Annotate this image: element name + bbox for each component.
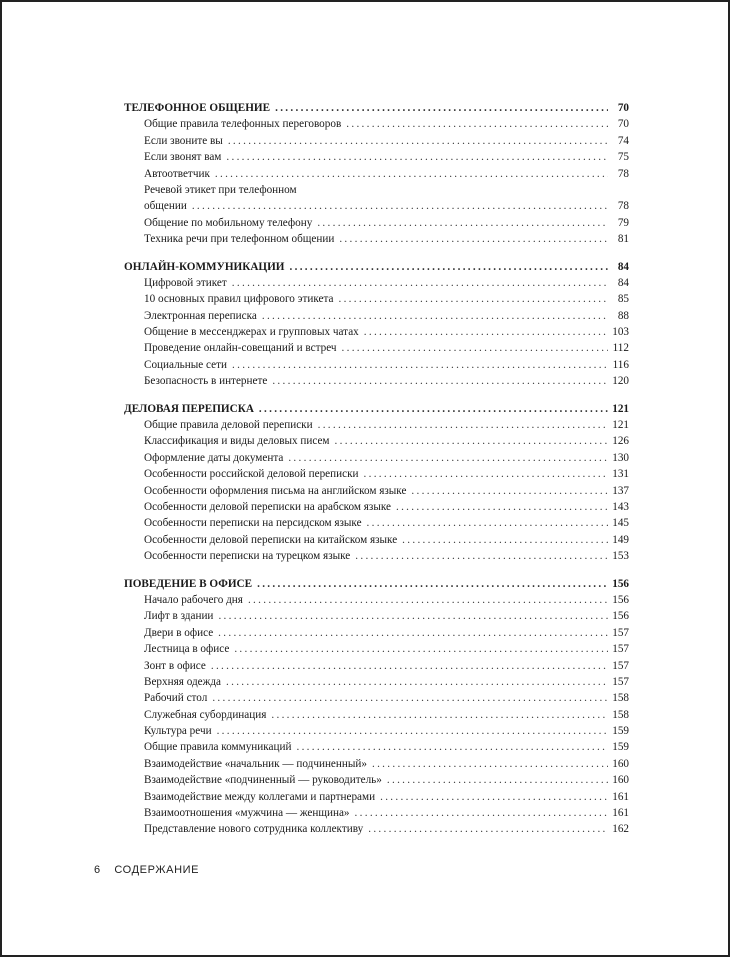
dot-leader — [317, 215, 608, 231]
dot-leader — [257, 576, 608, 592]
toc-entry-page: 130 — [612, 451, 629, 464]
toc-entry-page: 161 — [612, 790, 629, 803]
dot-leader — [346, 116, 608, 132]
toc-entry-page: 81 — [617, 233, 629, 246]
toc-entry — [124, 772, 629, 788]
dot-leader — [355, 805, 608, 821]
section-heading — [124, 576, 629, 592]
toc-entry-label: Лестница в офисе — [144, 643, 230, 656]
toc-entry — [124, 324, 629, 340]
toc-section — [124, 401, 629, 565]
table-of-contents — [124, 100, 629, 849]
toc-entry — [124, 805, 629, 821]
dot-leader — [387, 772, 608, 788]
toc-entry — [124, 182, 629, 198]
dot-leader — [272, 373, 608, 389]
toc-entry — [124, 275, 629, 291]
toc-entry-page: 84 — [617, 276, 629, 289]
dot-leader — [342, 340, 608, 356]
toc-entry-page: 160 — [612, 774, 629, 787]
toc-entry-label: Культура речи — [144, 725, 212, 738]
toc-entry-page: 156 — [612, 593, 629, 606]
toc-entry-page: 149 — [612, 533, 629, 546]
toc-entry-label: Взаимодействие «подчиненный — руководитель» — [144, 774, 382, 787]
toc-entry-page: 78 — [617, 167, 629, 180]
toc-section — [124, 576, 629, 838]
dot-leader — [218, 625, 608, 641]
dot-leader — [232, 357, 608, 373]
section-heading-page: 156 — [612, 577, 629, 590]
section-heading-label: ДЕЛОВАЯ ПЕРЕПИСКА — [124, 402, 254, 415]
dot-leader — [338, 291, 608, 307]
toc-entry-label: Начало рабочего дня — [144, 593, 243, 606]
toc-entry — [124, 548, 629, 564]
toc-entry — [124, 515, 629, 531]
toc-entry-label: Рабочий стол — [144, 692, 208, 705]
toc-entry — [124, 483, 629, 499]
toc-entry — [124, 592, 629, 608]
dot-leader — [211, 658, 608, 674]
toc-entry-page: 160 — [612, 757, 629, 770]
dot-leader — [335, 433, 608, 449]
dot-leader — [339, 231, 608, 247]
toc-entry-label: Общение в мессенджерах и групповых чатах — [144, 326, 359, 339]
toc-entry — [124, 166, 629, 182]
dot-leader — [411, 483, 608, 499]
toc-entry-label: Техника речи при телефонном общении — [144, 233, 335, 246]
section-heading — [124, 100, 629, 116]
toc-entry — [124, 690, 629, 706]
toc-entry-page: 126 — [612, 435, 629, 448]
toc-entry-page: 137 — [612, 484, 629, 497]
toc-entry-page: 103 — [612, 326, 629, 339]
toc-entry — [124, 723, 629, 739]
toc-entry-page: 116 — [612, 358, 629, 371]
toc-entry — [124, 674, 629, 690]
toc-entry-label: Общие правила коммуникаций — [144, 741, 292, 754]
toc-entry-label: Лифт в здании — [144, 610, 214, 623]
toc-entry — [124, 450, 629, 466]
toc-entry-label: Общение по мобильному телефону — [144, 216, 313, 229]
toc-entry-page: 112 — [612, 342, 629, 355]
toc-entry — [124, 433, 629, 449]
toc-entry-label: Общие правила деловой переписки — [144, 419, 313, 432]
toc-entry-page: 157 — [612, 675, 629, 688]
dot-leader — [380, 789, 608, 805]
toc-entry — [124, 756, 629, 772]
toc-entry-label: общении — [144, 200, 187, 213]
dot-leader — [355, 548, 608, 564]
dot-leader — [275, 100, 608, 116]
toc-entry-label: Социальные сети — [144, 358, 227, 371]
dot-leader — [228, 133, 608, 149]
dot-leader — [364, 324, 608, 340]
toc-entry-label: Особенности российской деловой переписки — [144, 468, 359, 481]
dot-leader — [234, 641, 608, 657]
toc-entry-label: Если звонят вам — [144, 151, 222, 164]
toc-entry-label: Двери в офисе — [144, 626, 214, 639]
dot-leader — [364, 466, 608, 482]
dot-leader — [396, 499, 608, 515]
toc-entry-label: Безопасность в интернете — [144, 375, 268, 388]
toc-entry — [124, 291, 629, 307]
dot-leader — [212, 690, 608, 706]
toc-entry-label: Особенности переписки на персидском языке — [144, 517, 362, 530]
section-heading-label: ОНЛАЙН-КОММУНИКАЦИИ — [124, 260, 285, 273]
toc-entry-page: 159 — [612, 741, 629, 754]
toc-entry-label: Особенности деловой переписки на китайском языке — [144, 533, 398, 546]
toc-entry-page: 78 — [617, 200, 629, 213]
toc-entry-page: 153 — [612, 550, 629, 563]
toc-entry-label: Цифровой этикет — [144, 276, 227, 289]
section-heading-label: ТЕЛЕФОННОЕ ОБЩЕНИЕ — [124, 102, 271, 114]
section-heading-page: 84 — [617, 260, 629, 273]
section-heading-label: ПОВЕДЕНИЕ В ОФИСЕ — [124, 577, 253, 590]
toc-entry — [124, 231, 629, 247]
section-heading-page: 121 — [612, 402, 629, 415]
section-heading-page: 70 — [617, 102, 629, 114]
toc-entry-page: 121 — [612, 419, 629, 432]
toc-entry-page: 88 — [617, 309, 629, 322]
toc-entry-page: 79 — [617, 216, 629, 229]
toc-entry-page: 157 — [612, 626, 629, 639]
toc-entry — [124, 373, 629, 389]
toc-entry — [124, 340, 629, 356]
toc-entry-page: 143 — [612, 500, 629, 513]
dot-leader — [368, 821, 608, 837]
toc-entry-page: 159 — [612, 725, 629, 738]
toc-entry — [124, 821, 629, 837]
dot-leader — [372, 756, 608, 772]
toc-entry-label: Автоответчик — [144, 167, 210, 180]
toc-entry — [124, 789, 629, 805]
dot-leader — [215, 166, 608, 182]
toc-entry-label: Оформление даты документа — [144, 451, 284, 464]
toc-entry — [124, 133, 629, 149]
toc-entry-label: Взаимодействие «начальник — подчиненный» — [144, 757, 367, 770]
toc-entry — [124, 198, 629, 214]
running-title: СОДЕРЖАНИЕ — [114, 864, 200, 876]
dot-leader — [262, 308, 608, 324]
toc-entry-label: Взаимоотношения «мужчина — женщина» — [144, 807, 350, 820]
toc-entry-label: Служебная субординация — [144, 708, 267, 721]
toc-entry-label: Зонт в офисе — [144, 659, 206, 672]
toc-entry — [124, 466, 629, 482]
dot-leader — [402, 532, 608, 548]
toc-entry-page: 156 — [612, 610, 629, 623]
toc-entry-label: Проведение онлайн-совещаний и встреч — [144, 342, 337, 355]
toc-entry-page: 157 — [612, 659, 629, 672]
dot-leader — [318, 417, 608, 433]
toc-entry — [124, 707, 629, 723]
toc-entry-page: 145 — [612, 517, 629, 530]
toc-entry-page: 85 — [617, 293, 629, 306]
dot-leader — [296, 739, 608, 755]
dot-leader — [271, 707, 608, 723]
dot-leader — [192, 198, 608, 214]
dot-leader — [290, 259, 608, 275]
toc-entry-label: Представление нового сотрудника коллективу — [144, 823, 364, 836]
page-footer — [94, 864, 199, 876]
toc-entry-page: 74 — [617, 134, 629, 147]
toc-entry-label: Классификация и виды деловых писем — [144, 435, 330, 448]
toc-section — [124, 100, 629, 248]
toc-entry-page: 70 — [617, 118, 629, 131]
dot-leader — [248, 592, 608, 608]
toc-entry-label: Речевой этикет при телефонном — [144, 183, 297, 196]
dot-leader — [232, 275, 608, 291]
toc-entry-label: Особенности оформления письма на английском языке — [144, 484, 407, 497]
toc-section — [124, 259, 629, 390]
dot-leader — [218, 608, 608, 624]
toc-entry-page: 162 — [612, 823, 629, 836]
toc-entry — [124, 417, 629, 433]
toc-entry-label: 10 основных правил цифрового этикета — [144, 293, 334, 306]
toc-entry-page: 120 — [612, 375, 629, 388]
dot-leader — [288, 450, 608, 466]
toc-entry — [124, 308, 629, 324]
toc-entry — [124, 116, 629, 132]
dot-leader — [259, 401, 608, 417]
toc-entry — [124, 532, 629, 548]
dot-leader — [226, 149, 608, 165]
toc-entry — [124, 739, 629, 755]
toc-entry — [124, 215, 629, 231]
dot-leader — [217, 723, 608, 739]
toc-entry-page: 75 — [617, 151, 629, 164]
toc-entry — [124, 357, 629, 373]
toc-entry-label: Электронная переписка — [144, 309, 257, 322]
toc-entry-page: 161 — [612, 807, 629, 820]
toc-entry-label: Верхняя одежда — [144, 675, 222, 688]
toc-entry-label: Взаимодействие между коллегами и партнерами — [144, 790, 376, 803]
page-number: 6 — [94, 864, 101, 876]
section-heading — [124, 401, 629, 417]
toc-entry-label: Особенности переписки на турецком языке — [144, 550, 351, 563]
toc-entry-label: Если звоните вы — [144, 134, 223, 147]
toc-entry-page: 158 — [612, 708, 629, 721]
toc-entry — [124, 641, 629, 657]
toc-entry — [124, 499, 629, 515]
toc-entry — [124, 608, 629, 624]
toc-entry-page: 158 — [612, 692, 629, 705]
toc-entry-label: Общие правила телефонных переговоров — [144, 118, 342, 131]
toc-entry — [124, 625, 629, 641]
section-heading — [124, 259, 629, 275]
dot-leader — [367, 515, 608, 531]
toc-entry-label: Особенности деловой переписки на арабском языке — [144, 500, 391, 513]
dot-leader — [226, 674, 608, 690]
toc-entry-page: 157 — [612, 643, 629, 656]
toc-entry — [124, 149, 629, 165]
toc-entry-page: 131 — [612, 468, 629, 481]
toc-entry — [124, 658, 629, 674]
